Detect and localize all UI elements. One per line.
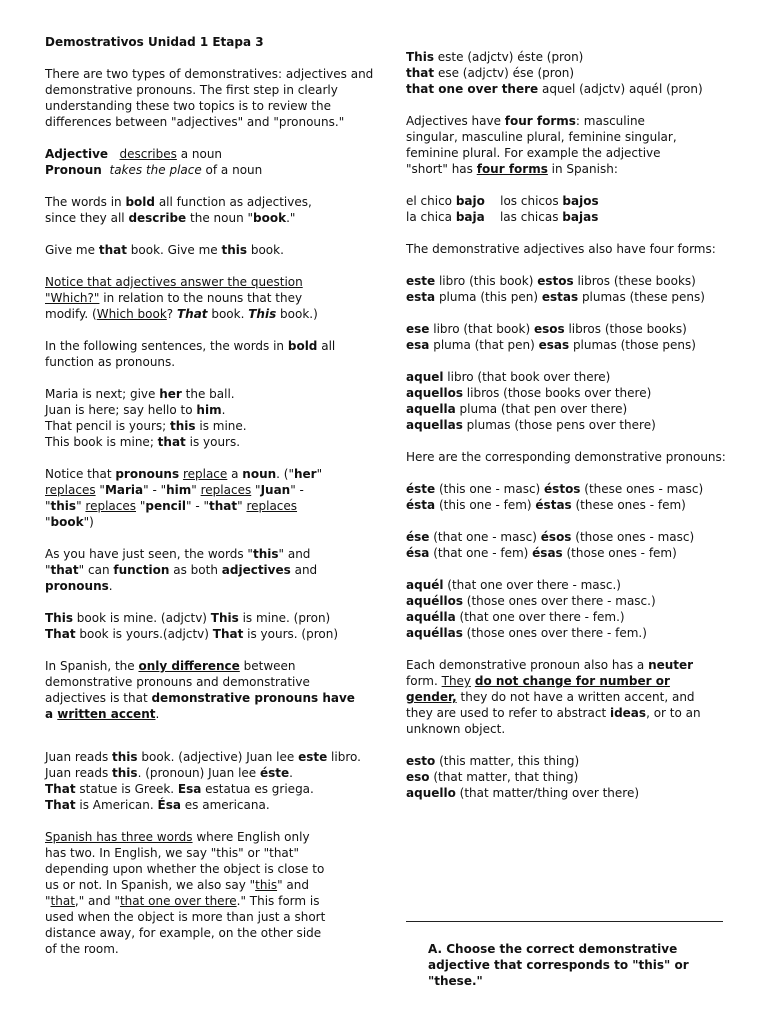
- three-words-line: us or not. In Spanish, we also say "this" and: [45, 878, 309, 892]
- three-words-line: depending upon whether the object is close to: [45, 862, 325, 876]
- pronoun-definition: Pronoun takes the place of a noun: [45, 163, 263, 177]
- intro-line: demonstrative pronouns. The first step in clearly: [45, 83, 338, 97]
- exercise-line: A. Choose the correct demonstrative: [428, 942, 678, 956]
- adjective-definition: Adjective describes a noun: [45, 147, 223, 161]
- form-line: This este (adjctv) éste (pron): [406, 50, 584, 64]
- give-me-example: Give me that book. Give me this book.: [45, 243, 284, 257]
- four-forms-line: singular, masculine plural, feminine singular,: [406, 130, 677, 144]
- neuter-line: form. They do not change for number or: [406, 674, 670, 688]
- four-forms-line: feminine plural. For example the adjective: [406, 146, 661, 160]
- notice-line: Notice that adjectives answer the question: [45, 275, 303, 289]
- replace-line: replaces "Maria" - "him" replaces "Juan" -: [45, 483, 304, 497]
- four-forms-line: "short" has four forms in Spanish:: [406, 162, 618, 176]
- notice-line: modify. (Which book? That book. This book.): [45, 307, 318, 321]
- este-example: esta pluma (this pen) estas plumas (these pens): [406, 290, 705, 304]
- aquel-example: aquellas plumas (those pens over there): [406, 418, 656, 432]
- following-line: function as pronouns.: [45, 355, 176, 369]
- notice-line: "Which?" in relation to the nouns that they: [45, 291, 303, 305]
- pron-intro-line: Here are the corresponding demonstrative pronouns:: [406, 450, 726, 464]
- ese-example: esa pluma (that pen) esas plumas (those pens): [406, 338, 696, 352]
- exercise-line: adjective that corresponds to "this" or: [428, 958, 689, 972]
- form-line: that one over there aquel (adjctv) aquél (pron): [406, 82, 703, 96]
- este-example: este libro (this book) estos libros (these books): [406, 274, 696, 288]
- spanish-line: In Spanish, the only difference between: [45, 659, 296, 673]
- three-words-line: has two. In English, we say "this" or "that": [45, 846, 300, 860]
- four-forms-line: Adjectives have four forms: masculine: [406, 114, 645, 128]
- spanish-line: demonstrative pronouns and demonstrative: [45, 675, 310, 689]
- aquel-pronoun: aquéllos (those ones over there - masc.): [406, 594, 656, 608]
- this-book-example: This book is mine. (adjctv) This is mine. (pron): [45, 611, 331, 625]
- intro-line: There are two types of demonstratives: adjectives and: [45, 67, 374, 81]
- aquel-pronoun: aquélla (that one over there - fem.): [406, 610, 625, 624]
- exercise-line: "these.": [428, 974, 483, 988]
- three-words-line: Spanish has three words where English only: [45, 830, 310, 844]
- seen-line: pronouns.: [45, 579, 113, 593]
- that-book-example: That book is yours.(adjctv) That is yours. (pron): [45, 627, 339, 641]
- juan-example: That statue is Greek. Esa estatua es griega.: [45, 782, 314, 796]
- juan-example: Juan reads this book. (adjective) Juan lee este libro.: [45, 750, 361, 764]
- replace-line: Notice that pronouns replace a noun. ("her": [45, 467, 323, 481]
- exercise-heading: [428, 941, 728, 989]
- pronoun-example: Juan is here; say hello to him.: [45, 403, 226, 417]
- pronoun-example: That pencil is yours; this is mine.: [45, 419, 247, 433]
- following-line: In the following sentences, the words in bold all: [45, 339, 336, 353]
- neuter-example: aquello (that matter/thing over there): [406, 786, 640, 800]
- bold-adjectives-line: since they all describe the noun "book.": [45, 211, 296, 225]
- neuter-line: they are used to refer to abstract ideas, or to an: [406, 706, 701, 720]
- three-words-line: of the room.: [45, 942, 119, 956]
- seen-line: "that" can function as both adjectives and: [45, 563, 318, 577]
- intro-line: differences between "adjectives" and "pronouns.": [45, 115, 345, 129]
- ese-pronoun: ésa (that one - fem) ésas (those ones - fem): [406, 546, 677, 560]
- pronoun-example: Maria is next; give her the ball.: [45, 387, 235, 401]
- seen-line: As you have just seen, the words "this" and: [45, 547, 311, 561]
- bajo-example: la chica baja las chicas bajas: [406, 210, 599, 224]
- right-column: [406, 49, 751, 801]
- juan-example: Juan reads this. (pronoun) Juan lee éste.: [45, 766, 293, 780]
- adj-four-line: The demonstrative adjectives also have four forms:: [406, 242, 716, 256]
- neuter-line: unknown object.: [406, 722, 506, 736]
- este-pronoun: éste (this one - masc) éstos (these ones - masc): [406, 482, 704, 496]
- aquel-pronoun: aquéllas (those ones over there - fem.): [406, 626, 647, 640]
- aquel-example: aquellos libros (those books over there): [406, 386, 652, 400]
- bold-adjectives-line: The words in bold all function as adjectives,: [45, 195, 312, 209]
- replace-line: "this" replaces "pencil" - "that" replaces: [45, 499, 298, 513]
- aquel-example: aquel libro (that book over there): [406, 370, 611, 384]
- aquel-pronoun: aquél (that one over there - masc.): [406, 578, 621, 592]
- este-pronoun: ésta (this one - fem) éstas (these ones - fem): [406, 498, 686, 512]
- neuter-example: esto (this matter, this thing): [406, 754, 580, 768]
- spanish-line: adjectives is that demonstrative pronouns have: [45, 691, 355, 705]
- ese-example: ese libro (that book) esos libros (those books): [406, 322, 687, 336]
- spanish-line: a written accent.: [45, 707, 160, 721]
- three-words-line: used when the object is more than just a short: [45, 910, 326, 924]
- aquel-example: aquella pluma (that pen over there): [406, 402, 628, 416]
- form-line: that ese (adjctv) ése (pron): [406, 66, 575, 80]
- ese-pronoun: ése (that one - masc) ésos (those ones - masc): [406, 530, 695, 544]
- pronoun-example: This book is mine; that is yours.: [45, 435, 241, 449]
- neuter-line: gender, they do not have a written accent, and: [406, 690, 695, 704]
- page-title: Demostrativos Unidad 1 Etapa 3: [45, 35, 264, 49]
- replace-line: "book"): [45, 515, 94, 529]
- three-words-line: "that," and "that one over there." This form is: [45, 894, 320, 908]
- section-divider: [406, 921, 723, 922]
- bajo-example: el chico bajo los chicos bajos: [406, 194, 599, 208]
- intro-line: understanding these two topics is to review the: [45, 99, 331, 113]
- left-column: [45, 34, 395, 957]
- neuter-line: Each demonstrative pronoun also has a neuter: [406, 658, 694, 672]
- three-words-line: distance away, for example, on the other side: [45, 926, 322, 940]
- juan-example: That is American. Ésa es americana.: [45, 798, 270, 812]
- neuter-example: eso (that matter, that thing): [406, 770, 579, 784]
